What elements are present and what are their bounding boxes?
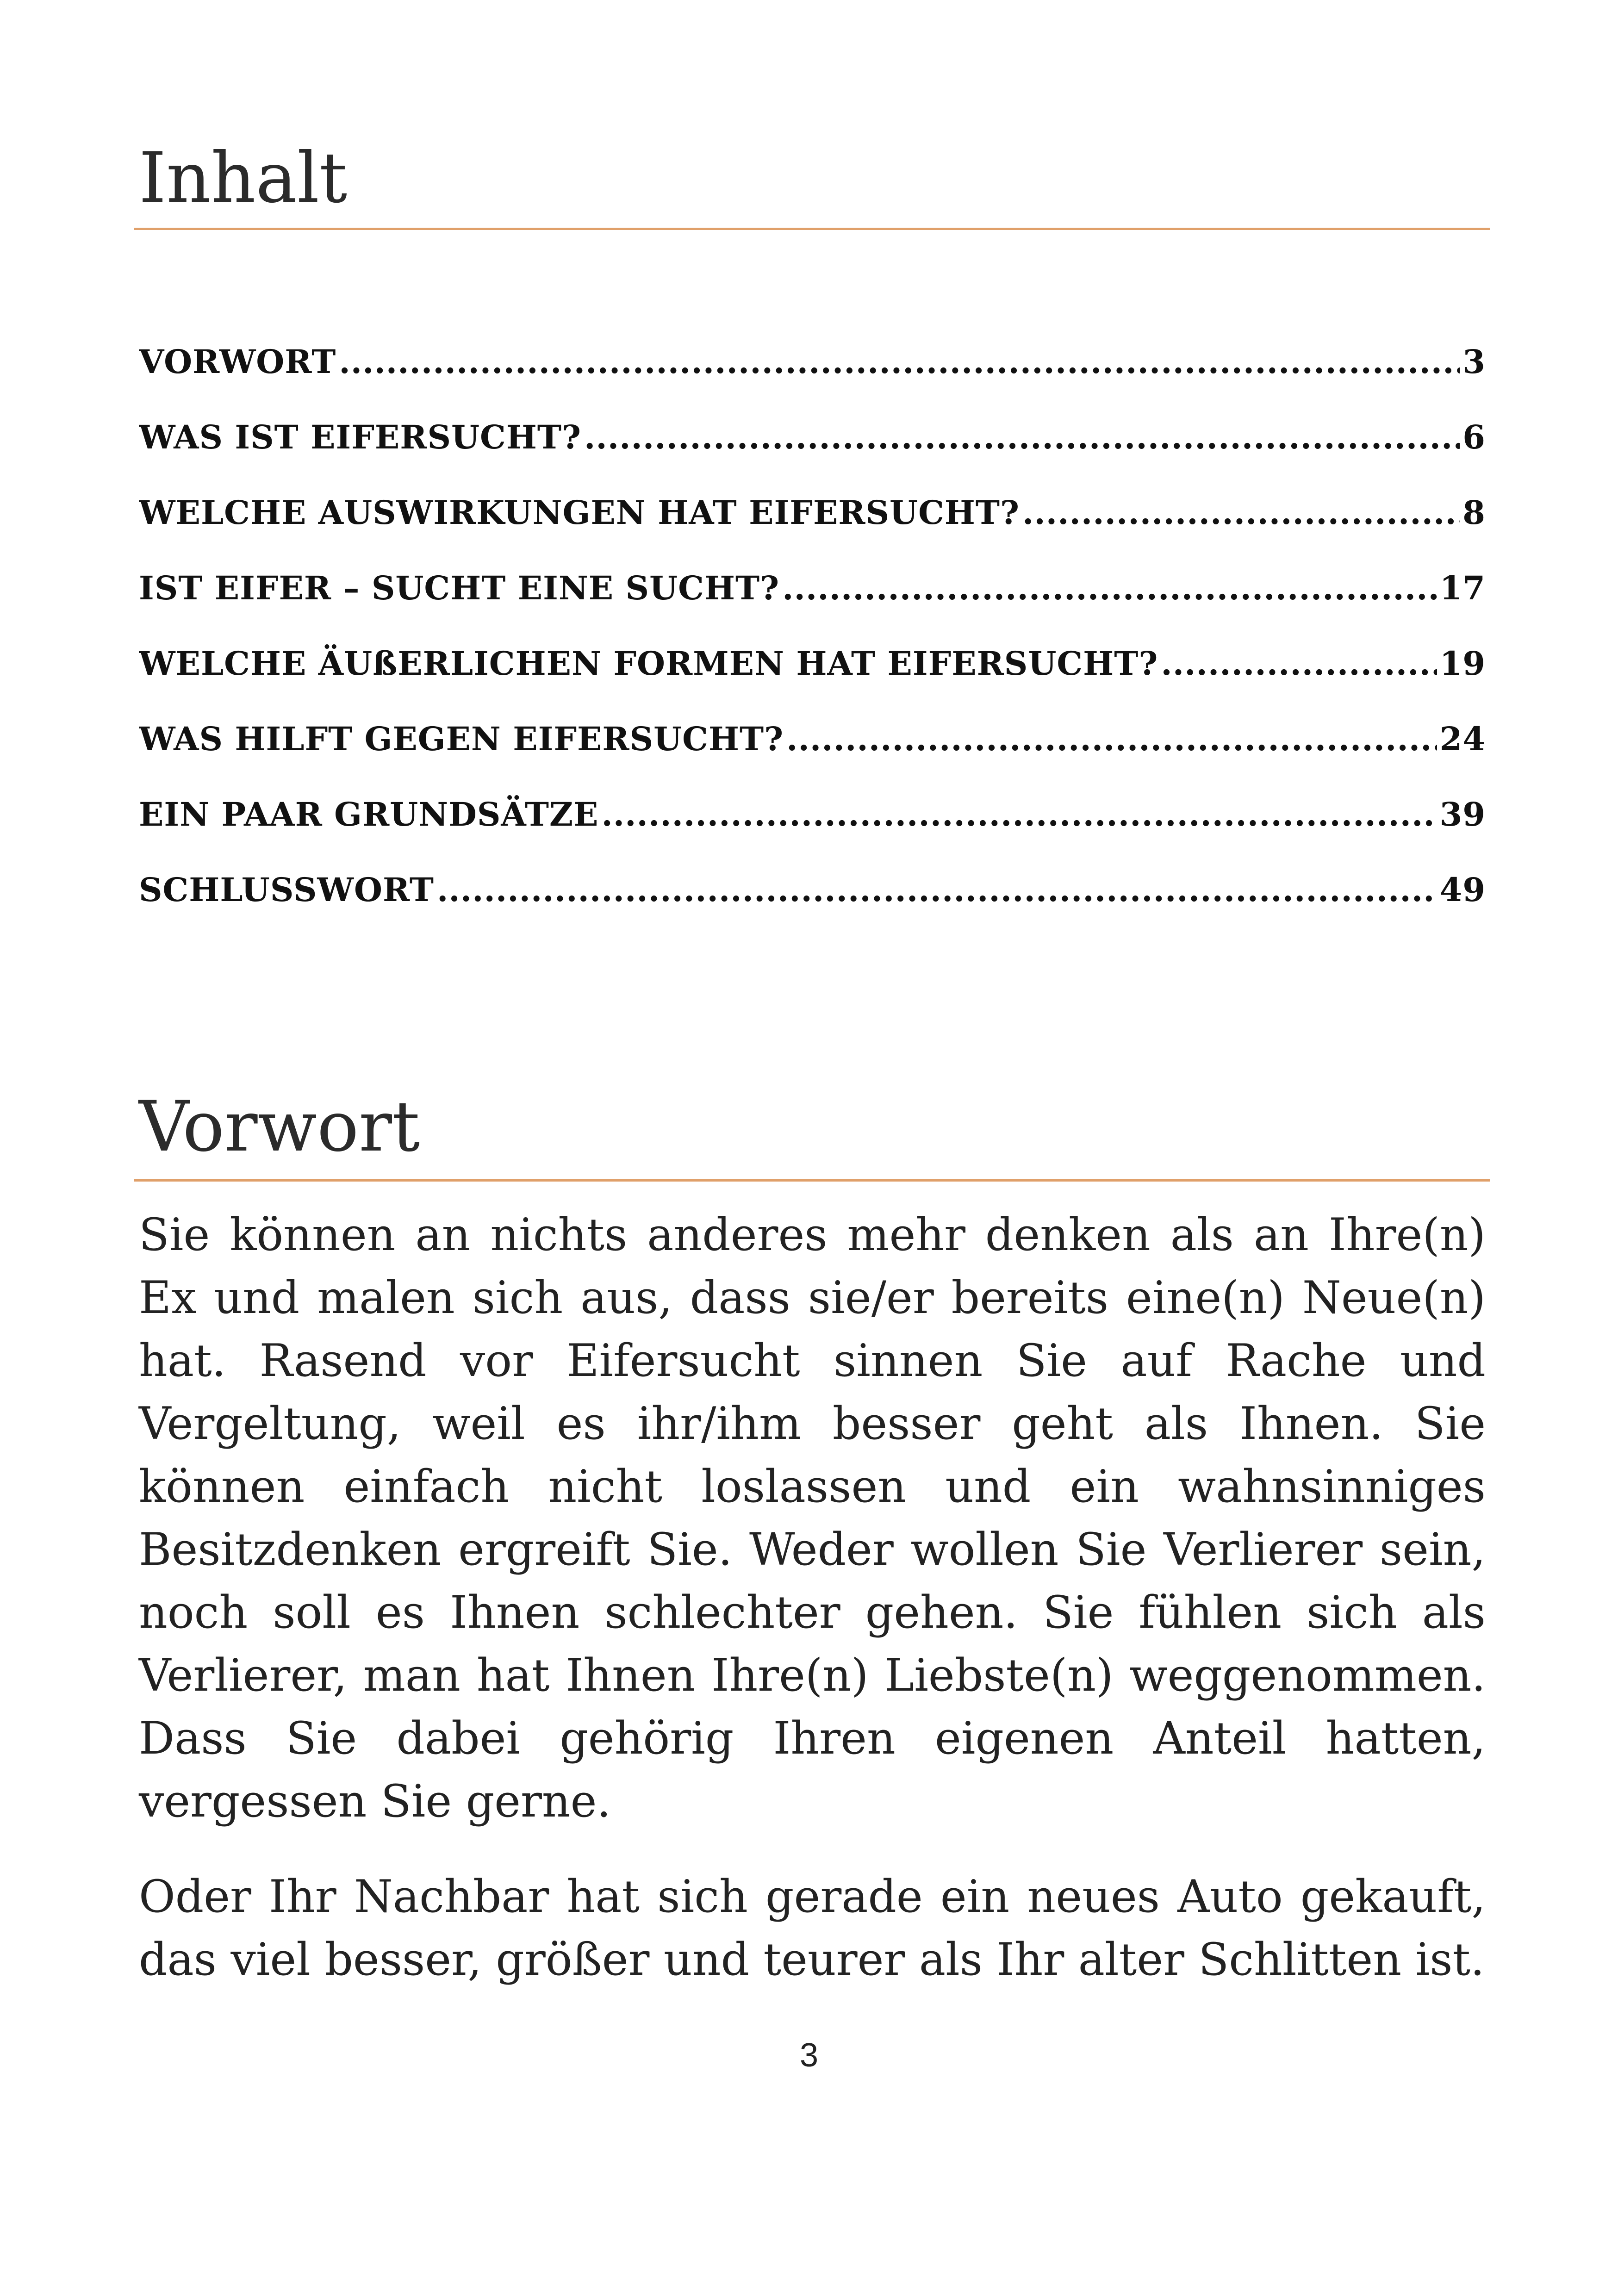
toc-entry-aeusserliche-formen[interactable] xyxy=(139,644,1486,720)
toc-dot-leader xyxy=(786,720,1437,758)
toc-entry-was-ist-eifersucht[interactable] xyxy=(139,418,1486,493)
toc-entry-auswirkungen[interactable] xyxy=(139,493,1486,569)
toc-entry-grundsaetze[interactable] xyxy=(139,795,1486,871)
toc-entry-page: 39 xyxy=(1439,795,1486,834)
toc-entry-title: WAS HILFT GEGEN EIFERSUCHT? xyxy=(139,720,784,758)
toc-entry-page: 24 xyxy=(1439,720,1486,758)
foreword-heading: Vorwort xyxy=(139,1087,420,1167)
toc-heading: Inhalt xyxy=(139,138,348,218)
toc-entry-page: 19 xyxy=(1439,644,1486,683)
toc-entry-eifer-sucht[interactable] xyxy=(139,569,1486,644)
toc-entry-title: IST EIFER – SUCHT EINE SUCHT? xyxy=(139,569,780,607)
foreword-paragraph-1: Sie können an nichts anderes mehr denken als an Ihre(n) Ex und malen sich aus, dass sie/er bereits eine(n) Neue(n) hat. Rasend vor Eifersucht sinnen Sie auf Rache und Vergeltung, weil es ihr/ihm besser geht als Ihnen. Sie können einfach nicht loslassen und ein wahnsinniges Besitzdenken ergreift Sie. Weder wollen Sie Verlierer sein, noch soll es Ihnen schlechter gehen. Sie fühlen sich als Verlierer, man hat Ihnen Ihre(n) Liebste(n) weggenommen. Dass Sie dabei gehörig Ihren eigenen Anteil hatten, vergessen Sie gerne. xyxy=(139,1209,1486,1827)
page-number: 3 xyxy=(799,2037,819,2074)
toc-dot-leader xyxy=(782,569,1437,607)
toc-entry-page: 8 xyxy=(1462,493,1486,532)
toc-entry-title: EIN PAAR GRUNDSÄTZE xyxy=(139,795,599,834)
foreword-heading-rule xyxy=(134,1179,1490,1182)
foreword-paragraph-2: Oder Ihr Nachbar hat sich gerade ein neues Auto gekauft, das viel besser, größer und teurer als Ihr alter Schlitten ist. xyxy=(139,1871,1486,1985)
toc-dot-leader xyxy=(1022,493,1460,532)
toc-entry-schlusswort[interactable] xyxy=(139,871,1486,946)
toc-entry-page: 17 xyxy=(1439,569,1486,607)
toc-entry-page: 49 xyxy=(1439,871,1486,909)
toc-entry-vorwort[interactable] xyxy=(139,342,1486,418)
toc-entry-page: 6 xyxy=(1462,418,1486,456)
toc-entry-was-hilft[interactable] xyxy=(139,720,1486,795)
toc-entry-title: WELCHE ÄUßERLICHEN FORMEN HAT EIFERSUCHT? xyxy=(139,644,1158,683)
table-of-contents xyxy=(139,342,1486,946)
toc-entry-title: SCHLUSSWORT xyxy=(139,871,435,909)
toc-dot-leader xyxy=(584,418,1460,456)
toc-heading-rule xyxy=(134,228,1490,230)
toc-entry-title: VORWORT xyxy=(139,342,336,381)
toc-dot-leader xyxy=(339,342,1460,381)
toc-entry-title: WAS IST EIFERSUCHT? xyxy=(139,418,582,456)
toc-dot-leader xyxy=(437,871,1437,909)
toc-dot-leader xyxy=(1161,644,1437,683)
toc-dot-leader xyxy=(601,795,1437,834)
toc-entry-page: 3 xyxy=(1462,342,1486,381)
toc-entry-title: WELCHE AUSWIRKUNGEN HAT EIFERSUCHT? xyxy=(139,493,1020,532)
